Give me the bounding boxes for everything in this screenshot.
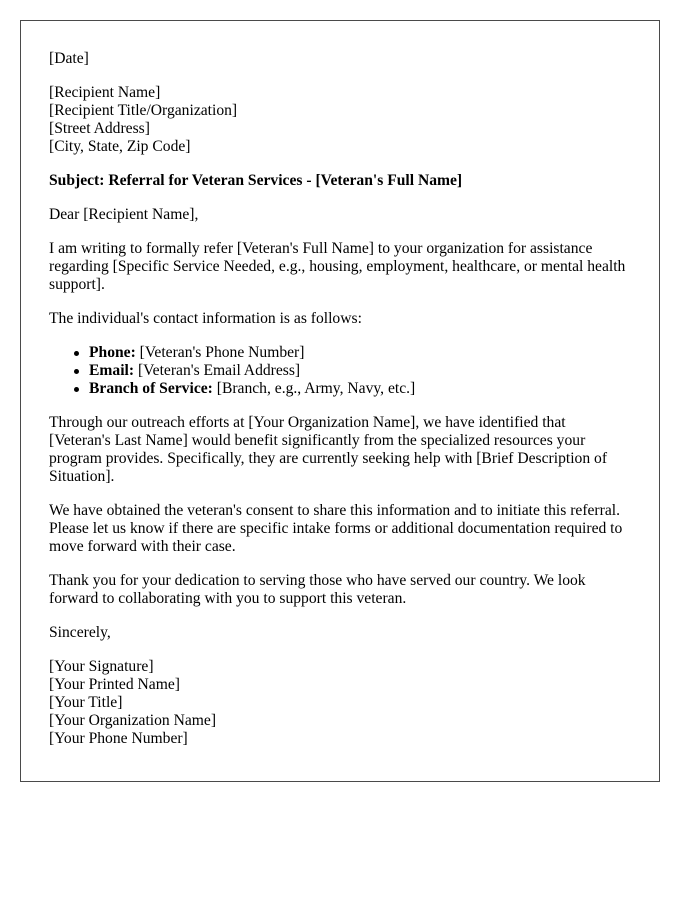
- recipient-name: [Recipient Name]: [49, 84, 161, 101]
- paragraph-outreach: Through our outreach efforts at [Your Organization Name], we have identified that [Veteran's Last Name] would benefit significantly from the specialized resources your program provides. Specifically, they are currently seeking help with [Brief Description of Situation].: [49, 414, 608, 485]
- paragraph-consent: We have obtained the veteran's consent to share this information and to initiate this referral. Please let us know if there are specific intake forms or additional documentation required to move forward with their case.: [49, 502, 623, 555]
- paragraph-referral: I am writing to formally refer [Veteran's Full Name] to your organization for assistance regarding [Specific Service Needed, e.g., housing, employment, healthcare, or mental health support].: [49, 240, 626, 293]
- salutation: Dear [Recipient Name],: [49, 206, 199, 223]
- printed-name: [Your Printed Name]: [49, 676, 180, 693]
- contact-label-phone: Phone:: [89, 344, 136, 361]
- contact-info-list: [49, 344, 631, 398]
- contact-label-email: Email:: [89, 362, 135, 379]
- contact-value-email: [Veteran's Email Address]: [134, 362, 301, 379]
- signature: [Your Signature]: [49, 658, 154, 675]
- signature-block: [49, 658, 631, 748]
- sender-organization: [Your Organization Name]: [49, 712, 217, 729]
- list-item: [89, 362, 631, 380]
- list-item: [89, 344, 631, 362]
- paragraph-thanks: Thank you for your dedication to serving those who have served our country. We look forward to collaborating with you to support this veteran.: [49, 572, 586, 607]
- list-item: [89, 380, 631, 398]
- subject-line: Subject: Referral for Veteran Services - [Veteran's Full Name]: [49, 172, 463, 189]
- date-line: [Date]: [49, 50, 89, 67]
- letter-page: [20, 20, 660, 782]
- recipient-address: [49, 84, 631, 156]
- sender-phone: [Your Phone Number]: [49, 730, 188, 747]
- closing: Sincerely,: [49, 624, 111, 641]
- contact-value-branch: [Branch, e.g., Army, Navy, etc.]: [212, 380, 416, 397]
- contact-label-branch: Branch of Service:: [89, 380, 213, 397]
- recipient-city-state-zip: [City, State, Zip Code]: [49, 138, 191, 155]
- contact-value-phone: [Veteran's Phone Number]: [135, 344, 305, 361]
- recipient-street: [Street Address]: [49, 120, 150, 137]
- paragraph-contact-intro: The individual's contact information is as follows:: [49, 310, 362, 327]
- sender-title: [Your Title]: [49, 694, 123, 711]
- recipient-title-org: [Recipient Title/Organization]: [49, 102, 238, 119]
